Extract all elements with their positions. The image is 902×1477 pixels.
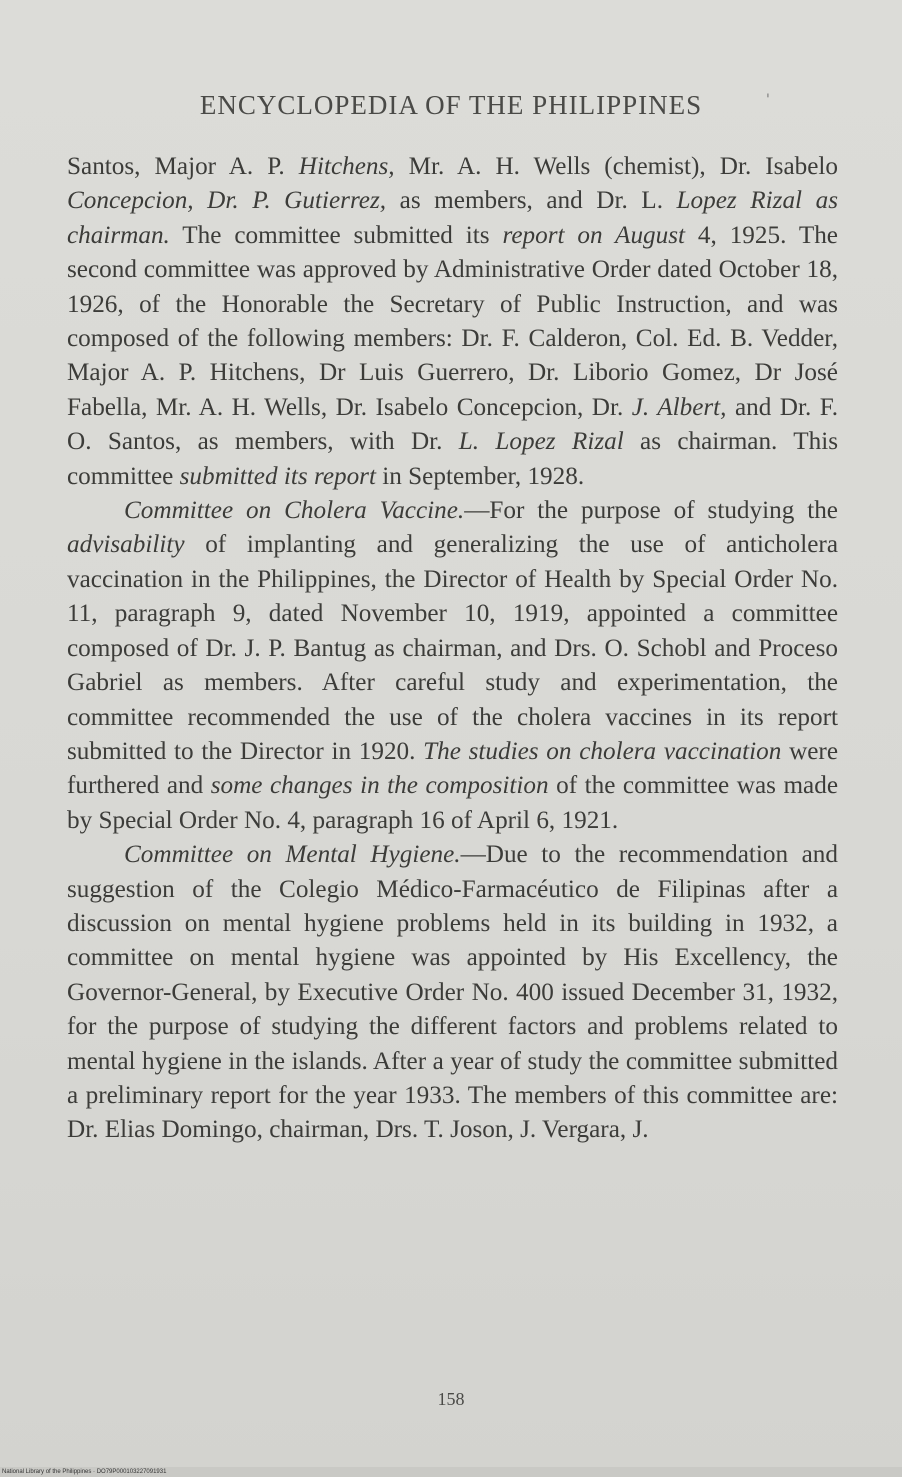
paragraph-mental-hygiene bbox=[67, 838, 838, 1148]
body-text bbox=[67, 150, 838, 1148]
scan-footer-note: National Library of the Philippines · DO79P000103227091931 bbox=[2, 1469, 167, 1475]
italic-segment: L. Lopez Rizal bbox=[458, 428, 624, 456]
section-heading-mental-hygiene: Committee on Mental Hygiene. bbox=[124, 841, 461, 869]
italic-segment: The studies on cholera vaccination bbox=[423, 737, 782, 765]
text-segment: in September, 1928. bbox=[375, 462, 585, 490]
italic-segment: submitted its report bbox=[179, 462, 376, 490]
text-segment: of implanting and generalizing the use of anticholera vaccination in the Philippines, the Director of Health by Special Order No. 11, paragraph 9, dated November 10, 1919, appointed a committee composed of Dr. J. P. Bantug as chairman, and Drs. O. Schobl and Proceso Gabriel as members. After careful study and experimentation, the committee recommended the use of the cholera vaccines in its report submitted to the Director in 1920. bbox=[67, 531, 838, 765]
running-head: ENCYCLOPEDIA OF THE PHILIPPINES bbox=[199, 90, 703, 120]
italic-segment: advisability bbox=[67, 531, 185, 559]
section-heading-cholera: Committee on Cholera Vaccine. bbox=[124, 497, 465, 525]
italic-segment: Concepcion, Dr. P. Gutierrez, bbox=[67, 187, 387, 215]
text-segment: Santos, Major A. P. bbox=[67, 153, 299, 180]
text-segment: —Due to the recommendation and suggestion of the Colegio Médico-Farmacéutico de Filipinas after a discussion on mental hygiene problems held in its building in 1932, a committee on mental hygiene was appointed by His Excellency, the Governor-General, by Executive Order No. 400 issued December 31, 1932, for the purpose of studying the different factors and problems related to mental hygiene in the islands. After a year of study the committee submitted a preliminary report for the year 1933. The members of this committee are: Dr. Elias Domingo, chairman, Drs. T. Joson, J. Vergara, J. bbox=[67, 841, 838, 1144]
text-segment: 4, 1925. The second committee was approved by Administrative Order dated October 18, 1926, of the Honorable the Secretary of Public Instruction, and was composed of the following members: Dr. F. Calderon, Col. Ed. B. Vedder, Major A. P. Hitchens, Dr Luis Guerrero, Dr. Liborio Gomez, Dr José Fabella, Mr. A. H. Wells, Dr. Isabelo Concepcion, Dr. bbox=[67, 221, 838, 421]
stray-mark: ' bbox=[766, 92, 770, 108]
italic-segment: report on August bbox=[502, 221, 686, 249]
text-segment: Mr. A. H. Wells (chemist), Dr. Isabelo bbox=[408, 153, 839, 180]
text-segment: of the committee was made by Special Order No. 4, paragraph 16 of April 6, 1921. bbox=[67, 772, 838, 834]
italic-segment: Hitchens, bbox=[298, 153, 409, 180]
italic-segment: J. Albert, bbox=[631, 393, 727, 421]
text-segment: The committee submitted its bbox=[169, 221, 503, 249]
italic-segment: Lopez Rizal as chairman. bbox=[67, 187, 838, 249]
text-segment: —For the purpose of studying the bbox=[464, 497, 838, 525]
paragraph-1 bbox=[67, 150, 838, 494]
text-segment: and Dr. F. O. Santos, as members, with Dr. bbox=[67, 393, 839, 456]
page-number: 158 bbox=[437, 1389, 465, 1409]
paragraph-cholera-vaccine bbox=[67, 494, 838, 838]
text-segment: as chairman. This committee bbox=[67, 428, 839, 490]
text-segment: as members, and Dr. L. bbox=[386, 187, 677, 215]
italic-segment: some changes in the composition bbox=[210, 772, 549, 800]
text-segment: were furthered and bbox=[67, 737, 839, 800]
